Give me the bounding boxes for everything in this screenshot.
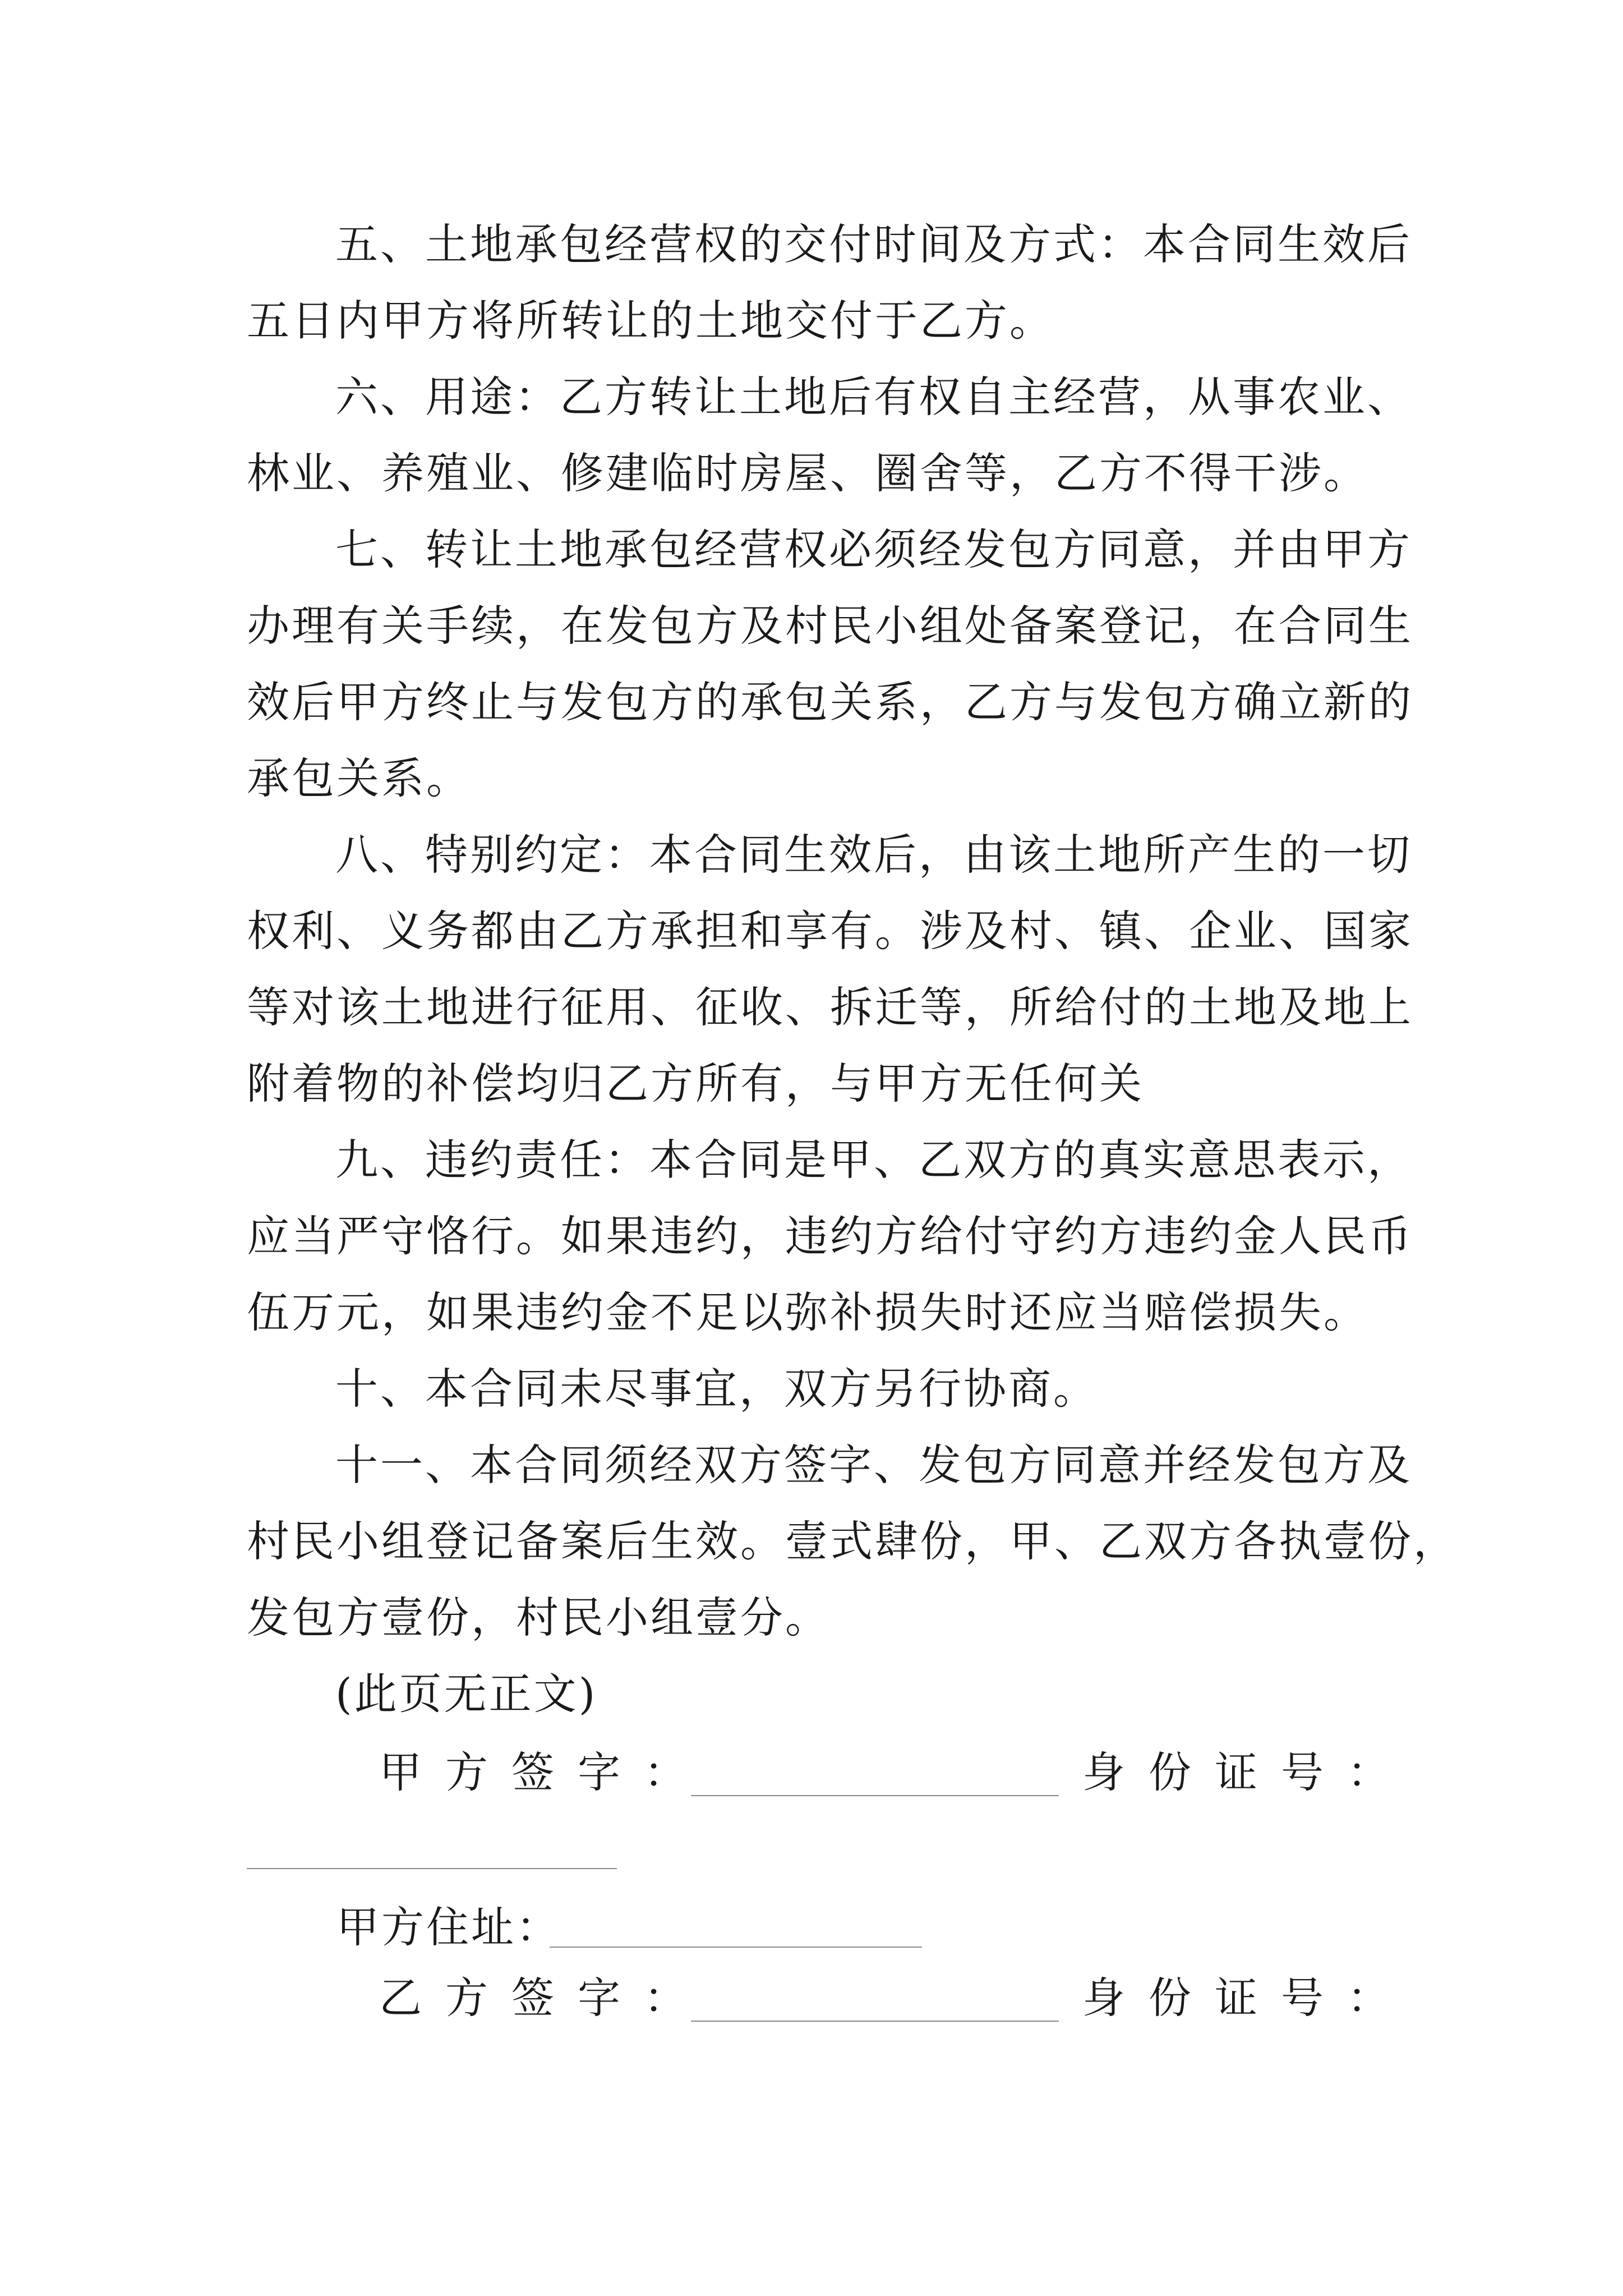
text-line: 六、用途：乙方转让土地后有权自主经营，从事农业、 [335, 372, 1412, 422]
party-b-sign-blank[interactable] [691, 2021, 1059, 2022]
text-line: 伍万元，如果违约金不足以弥补损失时还应当赔偿损失。 [247, 1287, 1368, 1337]
party-a-address-blank[interactable] [550, 1947, 922, 1948]
no-body-note [247, 1656, 1391, 1732]
text-line: 办理有关手续，在发包方及村民小组处备案登记，在合同生 [247, 601, 1413, 651]
party-a-id-label: 身份证号： [1082, 1747, 1413, 1797]
party-b-id-label: 身份证号： [1082, 1973, 1413, 2023]
clause-6 [247, 359, 1412, 512]
party-a-sign-label: 甲方签字： [379, 1747, 710, 1797]
text-line: 林业、养殖业、修建临时房屋、圈舍等，乙方不得干涉。 [247, 448, 1368, 498]
party-a-address-label: 甲方住址： [336, 1902, 561, 1952]
text-line: 应当严守恪行。如果违约，违约方给付守约方违约金人民币 [247, 1211, 1413, 1261]
text-line: (此页无正文) [335, 1669, 598, 1719]
clause-8 [247, 817, 1413, 1122]
party-a-id-blank[interactable] [247, 1868, 617, 1869]
text-line: 八、特别约定：本合同生效后，由该土地所产生的一切 [335, 830, 1412, 880]
text-line: 权利、义务都由乙方承担和享有。涉及村、镇、企业、国家 [247, 906, 1413, 956]
party-a-sign-blank[interactable] [691, 1795, 1059, 1796]
clause-10 [247, 1351, 1391, 1427]
clause-7 [247, 512, 1413, 817]
text-line: 发包方壹份，村民小组壹分。 [247, 1593, 830, 1642]
text-line: 十一、本合同须经双方签字、发包方同意并经发包方及 [335, 1440, 1412, 1490]
text-line: 附着物的补偿均归乙方所有，与甲方无任何关 [247, 1059, 1144, 1108]
clause-11 [247, 1427, 1458, 1656]
text-line: 七、转让土地承包经营权必须经发包方同意，并由甲方 [335, 524, 1412, 574]
text-line: 效后甲方终止与发包方的承包关系，乙方与发包方确立新的 [247, 677, 1413, 727]
text-line: 九、违约责任：本合同是甲、乙双方的真实意思表示， [335, 1135, 1412, 1185]
text-line: 村民小组登记备案后生效。壹式肆份，甲、乙双方各执壹份， [247, 1516, 1458, 1566]
text-line: 等对该土地进行征用、征收、拆迁等，所给付的土地及地上 [247, 982, 1413, 1032]
text-line: 十、本合同未尽事宜，双方另行协商。 [335, 1364, 1098, 1414]
text-line: 五日内甲方将所转让的土地交付于乙方。 [247, 296, 1054, 346]
clause-5 [247, 206, 1412, 359]
text-line: 承包关系。 [247, 753, 471, 803]
contract-body [247, 206, 1458, 1732]
party-b-sign-label: 乙方签字： [379, 1973, 710, 2023]
text-line: 五、土地承包经营权的交付时间及方式：本合同生效后 [335, 219, 1412, 269]
clause-9 [247, 1122, 1413, 1351]
